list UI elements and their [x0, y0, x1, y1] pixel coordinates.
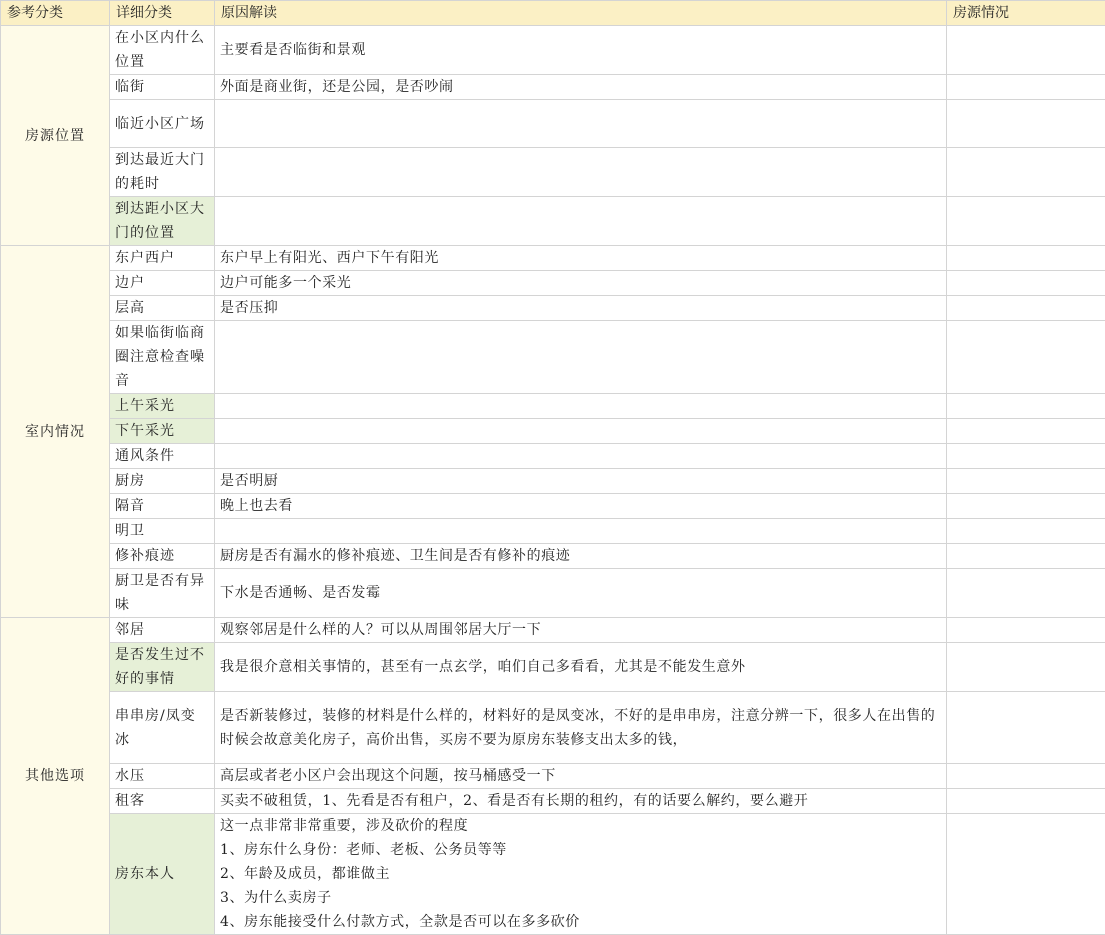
reason-cell[interactable]: 是否新装修过，装修的材料是什么样的，材料好的是凤变冰，不好的是串串房，注意分辨一下，很多人在出售的时候会故意美化房子，高价出售，买房不要为原房东装修支出太多的钱， — [215, 692, 947, 764]
reason-cell[interactable]: 厨房是否有漏水的修补痕迹、卫生间是否有修补的痕迹 — [215, 544, 947, 569]
detail-cell[interactable]: 厨房 — [110, 469, 215, 494]
detail-cell-highlighted[interactable]: 下午采光 — [110, 419, 215, 444]
table-row — [1, 419, 1105, 444]
table-row — [1, 444, 1105, 469]
table-row — [1, 394, 1105, 419]
status-cell[interactable] — [947, 618, 1105, 643]
status-cell[interactable] — [947, 789, 1105, 814]
header-reason[interactable]: 原因解读 — [215, 1, 947, 26]
table-row — [1, 197, 1105, 246]
detail-cell[interactable]: 水压 — [110, 764, 215, 789]
category-cell-location[interactable]: 房源位置 — [1, 26, 110, 246]
reason-cell[interactable] — [215, 197, 947, 246]
status-cell[interactable] — [947, 148, 1105, 197]
reason-cell[interactable] — [215, 321, 947, 394]
status-cell[interactable] — [947, 444, 1105, 469]
reason-cell[interactable]: 主要看是否临街和景观 — [215, 26, 947, 75]
reason-cell[interactable] — [215, 100, 947, 148]
header-row — [1, 1, 1105, 26]
reason-line: 1、房东什么身份：老师、老板、公务员等等 — [220, 838, 941, 862]
header-status[interactable]: 房源情况 — [947, 1, 1105, 26]
reason-cell[interactable]: 外面是商业街，还是公园，是否吵闹 — [215, 75, 947, 100]
table-row — [1, 618, 1105, 643]
detail-cell[interactable]: 如果临街临商圈注意检查噪音 — [110, 321, 215, 394]
table-row — [1, 271, 1105, 296]
category-cell-other[interactable]: 其他选项 — [1, 618, 110, 935]
table-row — [1, 643, 1105, 692]
detail-cell[interactable]: 隔音 — [110, 494, 215, 519]
detail-cell[interactable]: 租客 — [110, 789, 215, 814]
reason-cell[interactable] — [215, 519, 947, 544]
detail-cell[interactable]: 通风条件 — [110, 444, 215, 469]
table-row — [1, 100, 1105, 148]
status-cell[interactable] — [947, 197, 1105, 246]
reason-cell[interactable] — [215, 148, 947, 197]
status-cell[interactable] — [947, 419, 1105, 444]
reason-cell[interactable]: 观察邻居是什么样的人？可以从周围邻居大厅一下 — [215, 618, 947, 643]
status-cell[interactable] — [947, 100, 1105, 148]
detail-cell-highlighted[interactable]: 房东本人 — [110, 814, 215, 935]
detail-cell[interactable]: 邻居 — [110, 618, 215, 643]
status-cell[interactable] — [947, 26, 1105, 75]
status-cell[interactable] — [947, 271, 1105, 296]
detail-cell[interactable]: 临街 — [110, 75, 215, 100]
table-row — [1, 764, 1105, 789]
table-row — [1, 494, 1105, 519]
table-row — [1, 544, 1105, 569]
detail-cell[interactable]: 临近小区广场 — [110, 100, 215, 148]
status-cell[interactable] — [947, 544, 1105, 569]
detail-cell[interactable]: 修补痕迹 — [110, 544, 215, 569]
reason-cell[interactable]: 边户可能多一个采光 — [215, 271, 947, 296]
reason-cell[interactable] — [215, 394, 947, 419]
detail-cell[interactable]: 东户西户 — [110, 246, 215, 271]
status-cell[interactable] — [947, 246, 1105, 271]
table-row — [1, 692, 1105, 764]
status-cell[interactable] — [947, 75, 1105, 100]
reason-cell-multiline[interactable] — [215, 814, 947, 935]
reason-cell[interactable]: 买卖不破租赁，1、先看是否有租户，2、看是否有长期的租约，有的话要么解约，要么避开 — [215, 789, 947, 814]
reason-cell[interactable]: 我是很介意相关事情的，甚至有一点玄学，咱们自己多看看，尤其是不能发生意外 — [215, 643, 947, 692]
table-row — [1, 519, 1105, 544]
header-category[interactable]: 参考分类 — [1, 1, 110, 26]
table-row — [1, 321, 1105, 394]
detail-cell-highlighted[interactable]: 上午采光 — [110, 394, 215, 419]
status-cell[interactable] — [947, 296, 1105, 321]
table-row — [1, 75, 1105, 100]
reason-line: 这一点非常非常重要，涉及砍价的程度 — [220, 814, 941, 838]
category-cell-indoor[interactable]: 室内情况 — [1, 246, 110, 618]
reason-cell[interactable]: 东户早上有阳光、西户下午有阳光 — [215, 246, 947, 271]
detail-cell[interactable]: 厨卫是否有异味 — [110, 569, 215, 618]
table-row — [1, 789, 1105, 814]
detail-cell-highlighted[interactable]: 到达距小区大门的位置 — [110, 197, 215, 246]
table-row — [1, 569, 1105, 618]
detail-cell[interactable]: 到达最近大门的耗时 — [110, 148, 215, 197]
detail-cell[interactable]: 串串房/凤变冰 — [110, 692, 215, 764]
detail-cell[interactable]: 边户 — [110, 271, 215, 296]
status-cell[interactable] — [947, 814, 1105, 935]
table-row — [1, 814, 1105, 935]
table-row — [1, 246, 1105, 271]
reason-cell[interactable] — [215, 419, 947, 444]
detail-cell[interactable]: 在小区内什么位置 — [110, 26, 215, 75]
detail-cell[interactable]: 明卫 — [110, 519, 215, 544]
status-cell[interactable] — [947, 494, 1105, 519]
header-detail[interactable]: 详细分类 — [110, 1, 215, 26]
status-cell[interactable] — [947, 569, 1105, 618]
reason-cell[interactable]: 高层或者老小区户会出现这个问题，按马桶感受一下 — [215, 764, 947, 789]
reason-line: 4、房东能接受什么付款方式，全款是否可以在多多砍价 — [220, 910, 941, 934]
reason-cell[interactable]: 晚上也去看 — [215, 494, 947, 519]
status-cell[interactable] — [947, 519, 1105, 544]
reason-line: 3、为什么卖房子 — [220, 886, 941, 910]
table-row — [1, 26, 1105, 75]
table-row — [1, 296, 1105, 321]
status-cell[interactable] — [947, 469, 1105, 494]
status-cell[interactable] — [947, 764, 1105, 789]
reason-cell[interactable]: 是否压抑 — [215, 296, 947, 321]
table-row — [1, 148, 1105, 197]
reason-cell[interactable]: 下水是否通畅、是否发霉 — [215, 569, 947, 618]
detail-cell-highlighted[interactable]: 是否发生过不好的事情 — [110, 643, 215, 692]
reason-cell[interactable] — [215, 444, 947, 469]
reason-line: 2、年龄及成员，都谁做主 — [220, 862, 941, 886]
status-cell[interactable] — [947, 692, 1105, 764]
status-cell[interactable] — [947, 394, 1105, 419]
status-cell[interactable] — [947, 643, 1105, 692]
table-row — [1, 469, 1105, 494]
status-cell[interactable] — [947, 321, 1105, 394]
detail-cell[interactable]: 层高 — [110, 296, 215, 321]
reason-cell[interactable]: 是否明厨 — [215, 469, 947, 494]
